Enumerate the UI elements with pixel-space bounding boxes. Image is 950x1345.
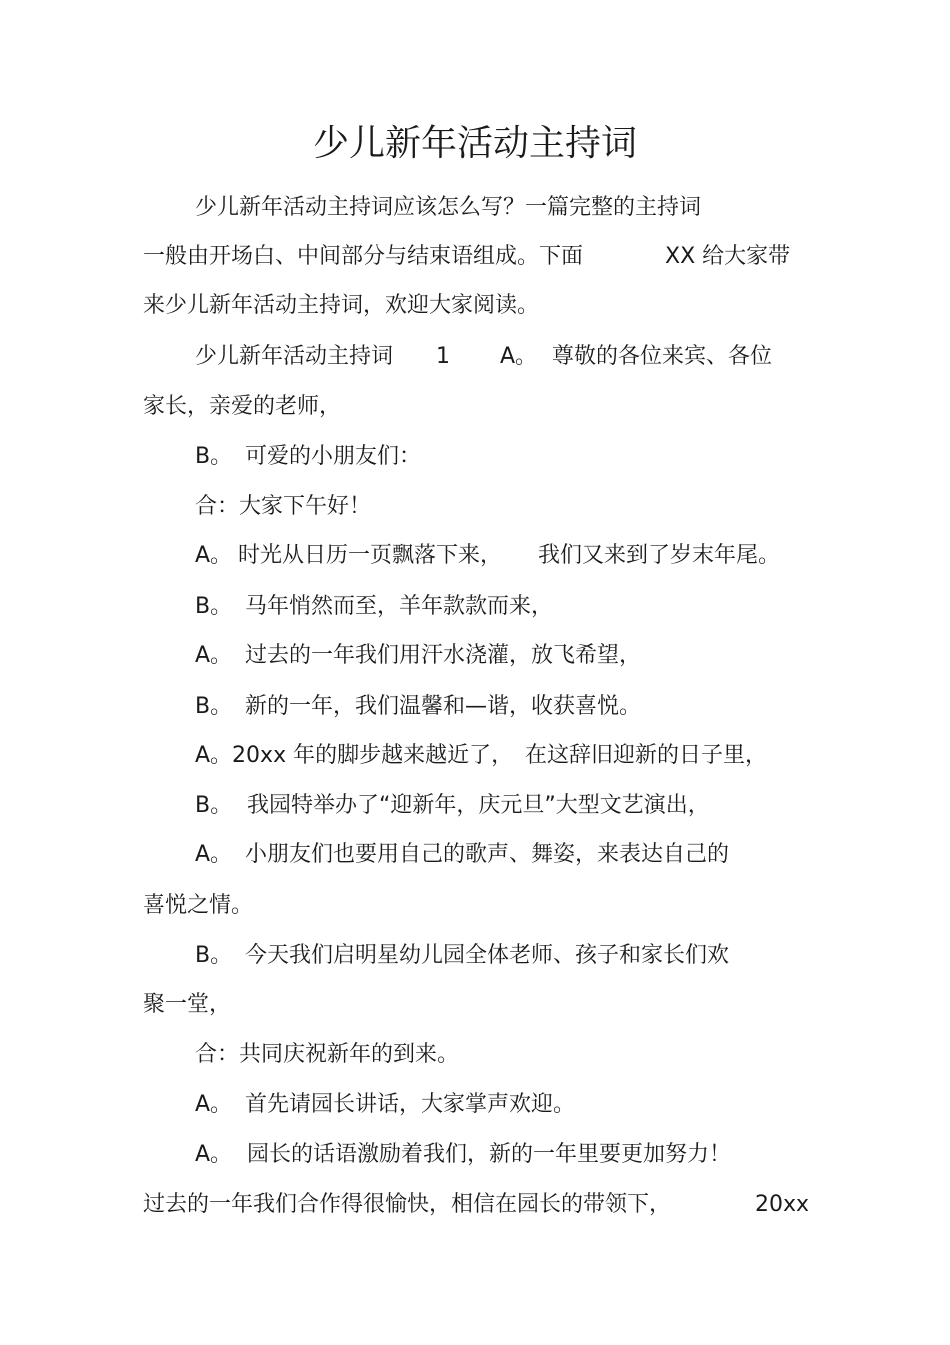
text-line: 时光从日历一页飘落下来， (238, 543, 503, 568)
text-line: 过去的一年我们合作得很愉快，相信在园长的带领下， (143, 1192, 672, 1217)
document-title: 少儿新年活动主持词 (312, 123, 637, 164)
speaker-label: A。 (195, 643, 233, 668)
text-line: 20xx (755, 1192, 810, 1217)
text-line: 合：共同庆祝新年的到来。 (195, 1042, 460, 1067)
text-line: 可爱的小朋友们： (245, 444, 422, 469)
text-line: 我们又来到了岁末年尾。 (538, 543, 781, 568)
text-line: 小朋友们也要用自己的歌声、舞姿，来表达自己的 (245, 842, 730, 867)
text-line: 园长的话语激励着我们，新的一年里要更加努力！ (247, 1142, 732, 1167)
text-line: 聚一堂， (143, 992, 232, 1017)
speaker-label: A。 (195, 842, 233, 867)
speaker-label: A。 (500, 344, 538, 369)
text-line: 首先请园长讲话，大家掌声欢迎。 (245, 1092, 576, 1117)
text-line: 一般由开场白、中间部分与结束语组成。下面 (143, 244, 584, 269)
text-line: 马年悄然而至，羊年款款而来， (245, 594, 554, 619)
text-line: 家长，亲爱的老师， (143, 394, 342, 419)
speaker-label: B。 (195, 793, 233, 818)
text-line: 喜悦之情。 (143, 893, 254, 918)
speaker-label: A。 (195, 543, 233, 568)
text-line: 新的一年，我们温馨和—谐，收获喜悦。 (245, 694, 642, 719)
text-line: 在这辞旧迎新的日子里， (525, 743, 768, 768)
speaker-label: A。 (195, 1092, 233, 1117)
speaker-label: A。 (195, 1142, 233, 1167)
speaker-label: B。 (195, 444, 233, 469)
text-line: A。20xx 年的脚步越来越近了， (195, 743, 514, 768)
text-line: 少儿新年活动主持词 (195, 344, 394, 369)
text-line: 来少儿新年活动主持词，欢迎大家阅读。 (143, 293, 540, 318)
text-line: 过去的一年我们用汗水浇灌，放飞希望， (245, 643, 642, 668)
text-line: XX 给大家带 (665, 244, 791, 269)
text-line: 我园特举办了“迎新年，庆元旦”大型文艺演出， (247, 793, 710, 818)
speaker-label: B。 (195, 594, 233, 619)
text-line: 合：大家下午好！ (195, 494, 372, 519)
text-line: 1 (436, 344, 450, 369)
speaker-label: B。 (195, 694, 233, 719)
text-line: 尊敬的各位来宾、各位 (552, 344, 773, 369)
text-line: 少儿新年活动主持词应该怎么写？一篇完整的主持词 (195, 195, 702, 220)
speaker-label: B。 (195, 943, 233, 968)
text-line: 今天我们启明星幼儿园全体老师、孩子和家长们欢 (245, 943, 730, 968)
